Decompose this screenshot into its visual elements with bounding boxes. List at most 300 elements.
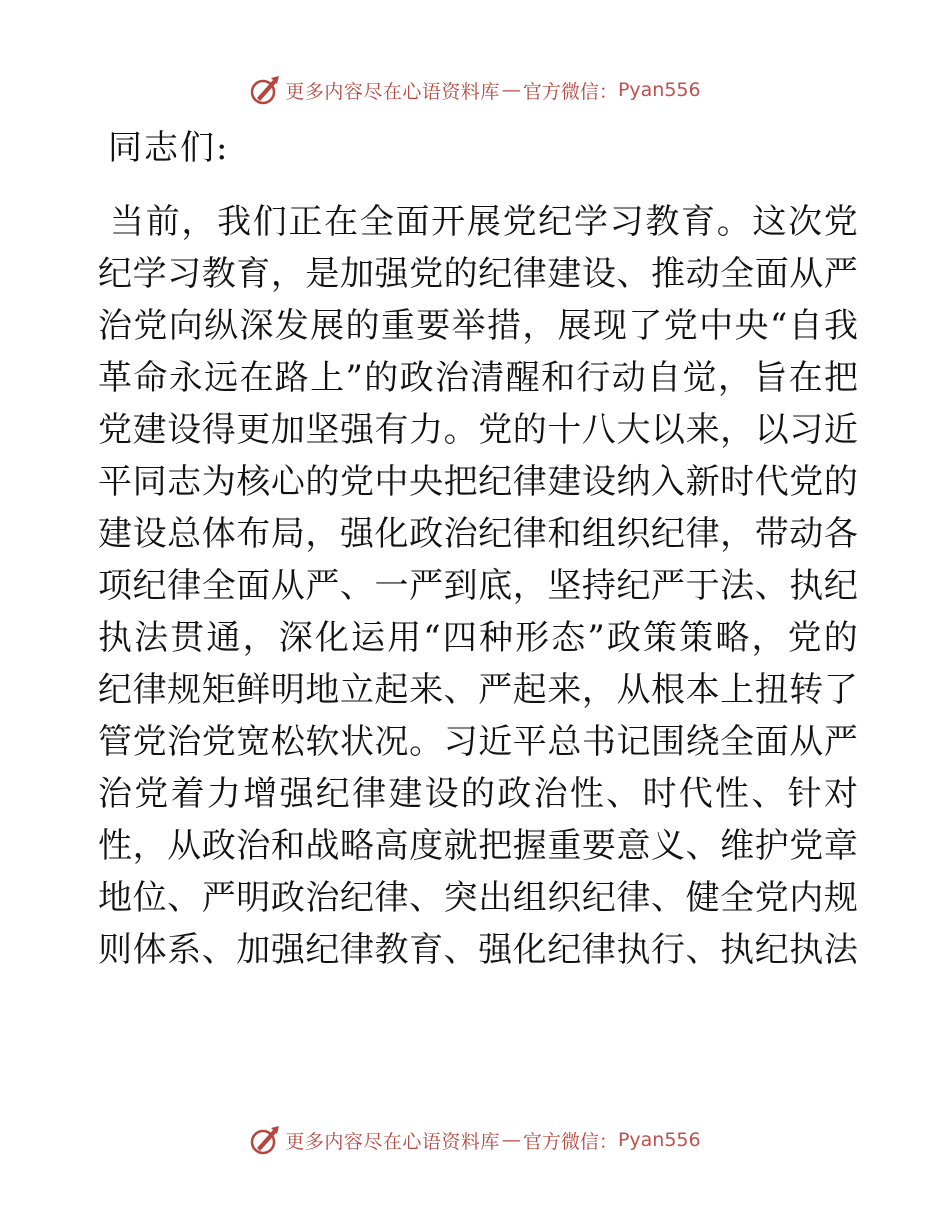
text-char: 党 — [339, 462, 374, 502]
text-char: 们 — [252, 202, 287, 242]
text-char: ， — [581, 670, 616, 710]
text-char: 治 — [167, 722, 202, 762]
text-char: 治 — [236, 826, 271, 866]
text-char: 以 — [754, 410, 789, 450]
text-char: 法 — [134, 618, 169, 658]
text-char: 新 — [685, 462, 720, 502]
text-char: 治 — [443, 514, 478, 554]
text-char: ， — [522, 306, 557, 346]
text-char: 政 — [270, 878, 305, 918]
text-char: 维 — [720, 826, 755, 866]
text-char: 从 — [270, 566, 305, 606]
text-char: 突 — [443, 878, 478, 918]
text-char: 体 — [132, 930, 167, 970]
text-char: 着 — [170, 774, 205, 814]
text-char: 和 — [541, 358, 576, 398]
text-char: 远 — [204, 358, 239, 398]
text-char: 略 — [715, 618, 750, 658]
text-line — [98, 924, 858, 976]
text-char: ， — [181, 202, 216, 242]
text-char: 的 — [443, 254, 478, 294]
text-char: 深 — [239, 306, 274, 346]
text-char: 严 — [201, 878, 236, 918]
text-char: ” — [587, 618, 605, 658]
text-char: ， — [720, 514, 755, 554]
text-char: 和 — [547, 514, 582, 554]
text-char: 全 — [359, 202, 394, 242]
text-char: 健 — [685, 878, 720, 918]
text-char: 的 — [460, 774, 495, 814]
text-char: 性 — [569, 774, 604, 814]
text-char: 严 — [823, 254, 858, 294]
text-char: 纪 — [98, 670, 132, 710]
text-char: 执 — [98, 618, 132, 658]
text-char: 织 — [547, 878, 582, 918]
body-paragraph — [98, 196, 858, 976]
text-char: 政 — [409, 514, 444, 554]
text-char: 于 — [685, 566, 720, 606]
text-char: 纪 — [478, 514, 513, 554]
text-char: 八 — [581, 410, 616, 450]
text-char: 、 — [651, 878, 685, 918]
text-char: 本 — [685, 670, 720, 710]
text-char: ， — [717, 358, 752, 398]
text-char: 扭 — [754, 670, 789, 710]
text-char: 全 — [720, 878, 755, 918]
text-char: 组 — [581, 514, 616, 554]
text-char: 大 — [616, 410, 651, 450]
text-char: 形 — [515, 618, 550, 658]
text-char: 地 — [305, 670, 340, 710]
text-char: 纪 — [478, 462, 513, 502]
text-line — [98, 352, 858, 404]
text-char: 近 — [823, 410, 858, 450]
text-char: 了 — [823, 670, 858, 710]
text-char: 习 — [167, 254, 202, 294]
text-char: 、 — [443, 670, 478, 710]
text-char: 律 — [339, 930, 374, 970]
text-char: 面 — [754, 254, 789, 294]
text-char: 代 — [754, 462, 789, 502]
text-char: 的 — [823, 618, 858, 658]
text-char: 总 — [167, 514, 202, 554]
text-char: 加 — [270, 410, 305, 450]
text-char: 加 — [236, 930, 271, 970]
text-char: 深 — [278, 618, 313, 658]
text-char: 通 — [206, 618, 241, 658]
banner-wechat-label: 官方微信： — [522, 1130, 618, 1153]
text-char: 强 — [339, 514, 374, 554]
text-char: 、 — [616, 254, 651, 294]
text-char: 党 — [789, 826, 824, 866]
text-char: 我 — [823, 306, 858, 346]
text-char: 、 — [606, 774, 641, 814]
text-char: 化 — [374, 514, 409, 554]
text-line — [98, 508, 858, 560]
text-char: 纪 — [305, 930, 340, 970]
text-char: 治 — [533, 774, 568, 814]
text-char: 把 — [823, 358, 858, 398]
text-char: 性 — [98, 826, 132, 866]
text-char: 纪 — [754, 930, 789, 970]
text-char: 党 — [134, 774, 169, 814]
text-char: ， — [751, 618, 786, 658]
text-char: 总 — [547, 722, 582, 762]
text-char: 党 — [201, 722, 236, 762]
text-char: 来 — [409, 670, 444, 710]
quill-pen-logo-icon — [249, 1124, 281, 1156]
text-char: 心 — [270, 462, 305, 502]
text-char: 清 — [470, 358, 505, 398]
text-char: 正 — [288, 202, 323, 242]
text-char: 自 — [788, 306, 823, 346]
text-char: 志 — [167, 462, 202, 502]
text-char: 管 — [98, 722, 132, 762]
text-char: 严 — [823, 722, 858, 762]
text-char: 的 — [823, 462, 858, 502]
text-char: 展 — [557, 306, 592, 346]
text-char: 律 — [581, 930, 616, 970]
text-char: 起 — [374, 670, 409, 710]
text-char: 十 — [547, 410, 582, 450]
text-char: 上 — [310, 358, 345, 398]
text-char: 四 — [442, 618, 477, 658]
text-char: 的 — [512, 410, 547, 450]
banner-dash: — — [501, 79, 521, 101]
text-char: 治 — [305, 878, 340, 918]
text-char: 设 — [581, 254, 616, 294]
text-char: 强 — [374, 254, 409, 294]
text-char: 、 — [751, 774, 786, 814]
text-char: 律 — [512, 462, 547, 502]
text-char: 态 — [551, 618, 586, 658]
text-char: 设 — [424, 774, 459, 814]
text-char: ， — [242, 618, 277, 658]
text-char: 学 — [132, 254, 167, 294]
text-char: 就 — [443, 826, 478, 866]
text-char: 、 — [409, 878, 444, 918]
banner-dash: — — [501, 1129, 521, 1151]
text-char: ， — [270, 254, 305, 294]
text-char: 各 — [823, 514, 858, 554]
text-char: 央 — [409, 462, 444, 502]
text-char: 软 — [305, 722, 340, 762]
text-char: 党 — [787, 618, 822, 658]
text-char: 永 — [168, 358, 203, 398]
text-char: 强 — [478, 930, 513, 970]
text-char: 要 — [581, 826, 616, 866]
text-char: 次 — [788, 202, 823, 242]
text-char: 治 — [98, 306, 132, 346]
text-char: 设 — [581, 462, 616, 502]
text-char: 在 — [788, 358, 823, 398]
text-char: 立 — [339, 670, 374, 710]
text-char: 党 — [823, 202, 858, 242]
header-banner — [0, 70, 950, 110]
text-line — [98, 196, 858, 248]
text-char: 动 — [611, 358, 646, 398]
text-char: 内 — [789, 878, 824, 918]
text-char: 明 — [236, 878, 271, 918]
text-char: 纪 — [547, 930, 582, 970]
text-char: 同 — [132, 462, 167, 502]
text-char: 旨 — [753, 358, 788, 398]
text-char: 纪 — [651, 514, 685, 554]
text-char: 党 — [132, 722, 167, 762]
text-char: 党 — [754, 878, 789, 918]
text-char: 展 — [466, 202, 501, 242]
text-char: 律 — [352, 774, 387, 814]
text-char: 、 — [754, 566, 789, 606]
text-char: 则 — [98, 930, 132, 970]
text-char: 律 — [374, 878, 409, 918]
text-char: 力 — [206, 774, 241, 814]
text-char: 平 — [98, 462, 132, 502]
text-char: 建 — [547, 462, 582, 502]
text-char: 化 — [512, 930, 547, 970]
text-char: 系 — [167, 930, 202, 970]
text-char: 局 — [270, 514, 305, 554]
text-char: 面 — [236, 566, 271, 606]
text-line — [98, 456, 858, 508]
text-char: 党 — [409, 254, 444, 294]
text-char: 党 — [133, 306, 168, 346]
text-char: 、 — [443, 930, 478, 970]
text-char: 执 — [720, 930, 755, 970]
text-char: 习 — [789, 410, 824, 450]
text-line — [98, 612, 858, 664]
text-char: 自 — [647, 358, 682, 398]
text-char: 以 — [651, 410, 685, 450]
text-char: 护 — [754, 826, 789, 866]
text-char: 、 — [201, 930, 236, 970]
text-char: 出 — [478, 878, 513, 918]
text-line — [98, 300, 858, 352]
text-char: 开 — [431, 202, 466, 242]
text-char: 育 — [681, 202, 715, 242]
text-char: 推 — [651, 254, 685, 294]
text-char: 。 — [409, 722, 444, 762]
text-char: 向 — [168, 306, 203, 346]
text-char: 宽 — [236, 722, 271, 762]
text-char: 力 — [409, 410, 444, 450]
text-char: 行 — [651, 930, 685, 970]
text-char: 重 — [547, 826, 582, 866]
text-char: 严 — [478, 670, 513, 710]
text-char: 育 — [236, 254, 271, 294]
text-char: 持 — [581, 566, 616, 606]
text-char: 上 — [720, 670, 755, 710]
text-char: 把 — [478, 826, 513, 866]
text-char: 是 — [305, 254, 340, 294]
text-char: 组 — [512, 878, 547, 918]
text-char: 纪 — [823, 566, 858, 606]
text-char: 带 — [754, 514, 789, 554]
text-char: 严 — [409, 566, 444, 606]
text-char: 针 — [787, 774, 822, 814]
text-char: 学 — [573, 202, 608, 242]
text-char: 我 — [217, 202, 252, 242]
text-char: 习 — [443, 722, 478, 762]
text-char: 松 — [270, 722, 305, 762]
text-char: 来 — [547, 670, 582, 710]
text-char: 状 — [339, 722, 374, 762]
text-char: 纪 — [538, 202, 573, 242]
text-char: 运 — [350, 618, 385, 658]
text-char: 有 — [374, 410, 409, 450]
text-char: 这 — [752, 202, 787, 242]
text-char: 项 — [98, 566, 132, 606]
text-char: 央 — [734, 306, 769, 346]
text-char: 到 — [443, 566, 478, 606]
text-line — [98, 404, 858, 456]
text-char: 党 — [98, 410, 132, 450]
text-char: 织 — [616, 514, 651, 554]
text-char: 觉 — [682, 358, 717, 398]
text-char: 近 — [478, 722, 513, 762]
text-char: 核 — [236, 462, 271, 502]
quill-pen-logo-icon — [249, 74, 281, 106]
text-char: 律 — [685, 514, 720, 554]
text-char: 法 — [720, 566, 755, 606]
text-char: “ — [769, 306, 788, 346]
text-char: 中 — [699, 306, 734, 346]
text-char: 纪 — [616, 566, 651, 606]
text-char: 。 — [716, 202, 751, 242]
text-char: 党 — [663, 306, 698, 346]
text-char: 高 — [374, 826, 409, 866]
text-char: 纳 — [616, 462, 651, 502]
text-char: 代 — [678, 774, 713, 814]
text-char: 从 — [167, 826, 202, 866]
text-char: 规 — [823, 878, 858, 918]
text-char: 治 — [98, 774, 132, 814]
text-char: 记 — [616, 722, 651, 762]
text-char: 行 — [576, 358, 611, 398]
text-char: 执 — [616, 930, 651, 970]
text-char: 在 — [324, 202, 359, 242]
text-char: 律 — [616, 878, 651, 918]
text-char: 纪 — [315, 774, 350, 814]
text-char: 育 — [409, 930, 444, 970]
text-char: 纪 — [132, 566, 167, 606]
text-char: 政 — [606, 618, 641, 658]
text-char: 一 — [374, 566, 409, 606]
text-char: 严 — [651, 566, 685, 606]
text-char: 党 — [502, 202, 537, 242]
text-char: 党 — [478, 410, 513, 450]
text-char: 从 — [616, 670, 651, 710]
text-char: 把 — [443, 462, 478, 502]
text-char: 鲜 — [236, 670, 271, 710]
text-char: 全 — [720, 722, 755, 762]
text-char: 对 — [823, 774, 858, 814]
text-char: 律 — [512, 254, 547, 294]
text-char: 纪 — [98, 254, 132, 294]
banner-handle: Pyan556 — [617, 79, 701, 101]
text-char: 全 — [720, 254, 755, 294]
text-char: 当 — [110, 202, 144, 242]
text-char: 。 — [443, 410, 478, 450]
text-char: 位 — [132, 878, 167, 918]
text-char: 政 — [201, 826, 236, 866]
text-char: 纪 — [581, 878, 616, 918]
text-char: 书 — [581, 722, 616, 762]
text-line — [98, 560, 858, 612]
text-char: 时 — [720, 462, 755, 502]
text-char: 围 — [651, 722, 685, 762]
text-char: 贯 — [170, 618, 205, 658]
text-char: 、 — [685, 930, 720, 970]
text-char: 教 — [374, 930, 409, 970]
text-char: 革 — [98, 358, 132, 398]
text-char: 况 — [374, 722, 409, 762]
text-line — [98, 716, 858, 768]
text-char: 现 — [593, 306, 628, 346]
text-char: 和 — [270, 826, 305, 866]
text-char: 得 — [201, 410, 236, 450]
text-char: 建 — [98, 514, 132, 554]
text-char: 纪 — [339, 878, 374, 918]
text-char: 种 — [478, 618, 513, 658]
text-char: 醒 — [505, 358, 540, 398]
text-char: 为 — [201, 462, 236, 502]
text-char: 战 — [305, 826, 340, 866]
text-char: 习 — [609, 202, 644, 242]
text-char: ， — [132, 826, 167, 866]
text-char: 从 — [789, 722, 824, 762]
text-char: 明 — [270, 670, 305, 710]
text-char: 转 — [789, 670, 824, 710]
text-char: 从 — [789, 254, 824, 294]
text-char: 设 — [132, 514, 167, 554]
text-char: 握 — [512, 826, 547, 866]
text-char: 根 — [651, 670, 685, 710]
text-char: 纵 — [204, 306, 239, 346]
text-char: 治 — [434, 358, 469, 398]
footer-banner — [0, 1120, 950, 1160]
text-char: 措 — [486, 306, 521, 346]
text-char: 动 — [685, 254, 720, 294]
text-char: 命 — [133, 358, 168, 398]
text-char: 绕 — [685, 722, 720, 762]
text-char: 性 — [715, 774, 750, 814]
text-char: 来 — [685, 410, 720, 450]
text-line — [98, 768, 858, 820]
text-char: 执 — [789, 566, 824, 606]
text-char: 律 — [167, 566, 202, 606]
text-char: 教 — [201, 254, 236, 294]
text-char: 强 — [270, 930, 305, 970]
text-char: 执 — [789, 930, 824, 970]
banner-handle: Pyan556 — [617, 1129, 701, 1151]
text-char: 动 — [789, 514, 824, 554]
text-char: 起 — [512, 670, 547, 710]
text-char: 党 — [789, 462, 824, 502]
text-char: 章 — [823, 826, 858, 866]
text-char: 坚 — [305, 410, 340, 450]
text-char: 展 — [310, 306, 345, 346]
text-char: 建 — [132, 410, 167, 450]
text-char: 地 — [98, 878, 132, 918]
text-char: 的 — [364, 358, 399, 398]
text-char: 严 — [305, 566, 340, 606]
text-char: 策 — [679, 618, 714, 658]
text-char: 建 — [547, 254, 582, 294]
text-char: “ — [423, 618, 441, 658]
text-char: 意 — [616, 826, 651, 866]
text-char: 时 — [642, 774, 677, 814]
